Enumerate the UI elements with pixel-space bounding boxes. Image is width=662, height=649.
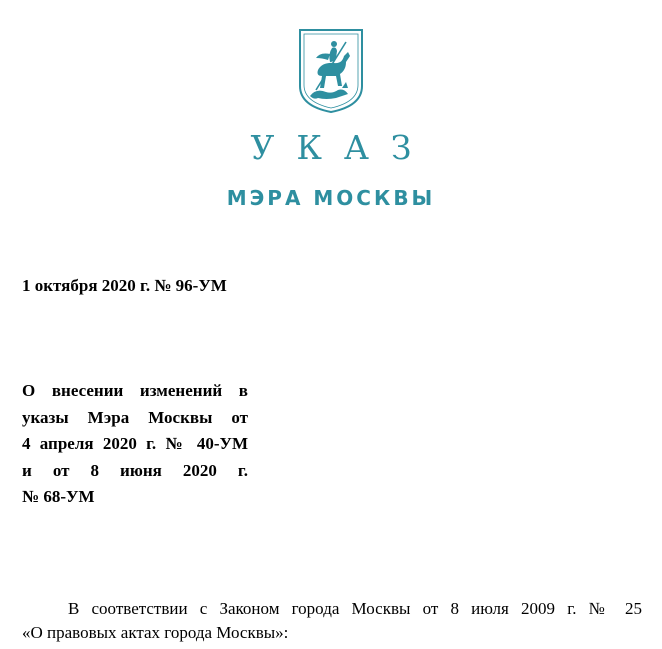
subject-line: О внесении изменений в bbox=[22, 381, 248, 400]
body-line: В соответствии с Законом города Москвы от 8 июля 2009 г. № 25 bbox=[68, 599, 642, 618]
subject-line: № 68-УМ bbox=[22, 487, 95, 506]
subject-line: указы Мэра Москвы от bbox=[22, 407, 248, 427]
subject-line: 4 апреля 2020 г. № 40-УМ bbox=[22, 434, 248, 453]
body-line: «О правовых актах города Москвы»: bbox=[22, 623, 289, 642]
issuer-title: МЭРА МОСКВЫ bbox=[226, 186, 436, 210]
document-date-number: 1 октября 2020 г. № 96-УМ bbox=[22, 276, 227, 295]
subject-line: и от 8 июня 2020 г. bbox=[22, 460, 248, 480]
document-subject bbox=[22, 378, 248, 511]
document-body bbox=[22, 597, 642, 645]
document-type-title: УКАЗ bbox=[250, 128, 434, 167]
moscow-coat-of-arms-icon bbox=[296, 26, 366, 114]
